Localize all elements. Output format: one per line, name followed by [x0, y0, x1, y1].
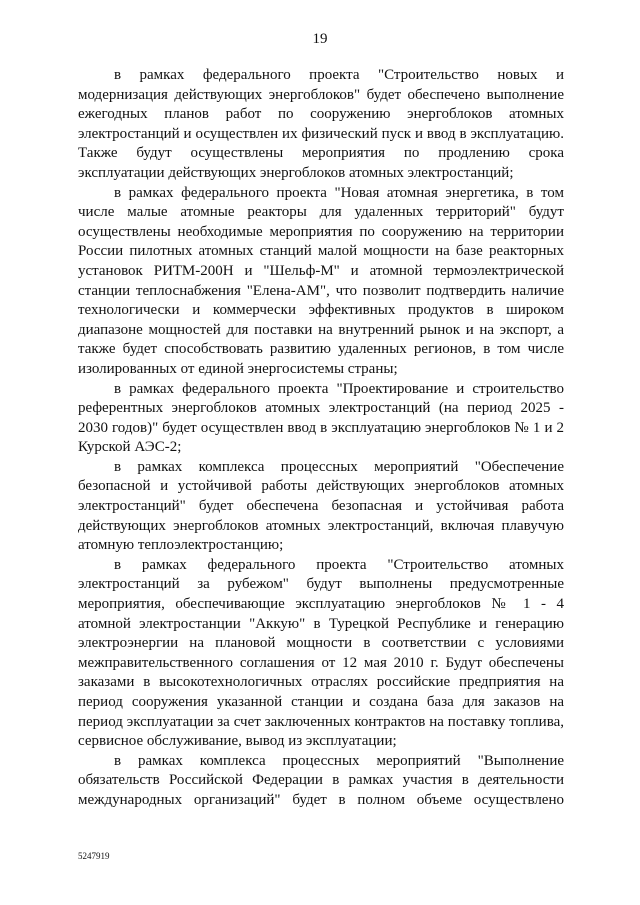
paragraph: в рамках комплекса процессных мероприятий "Выполнение обязательств Российской Федерации в рамках участия в деятельности международных организаций" будет в полном объеме осуществлено [78, 752, 564, 808]
paragraph: в рамках федерального проекта "Новая атомная энергетика, в том числе малые атомные реакторы для удаленных территорий" будут осуществлены необходимые мероприятия по сооружению на территории России пилотных атомных станций малой мощности на базе реакторных установок РИТМ-200Н и "Шельф-М" и атомной термоэлектрической станции теплоснабжения "Елена-АМ", что позволит подтвердить наличие технологически и коммерчески эффективных продуктов в широком диапазоне мощностей для поставки на внутренний рынок и на экспорт, а также будет способствовать развитию удаленных регионов, в том числе изолированных от единой энергосистемы страны; [78, 184, 564, 377]
document-code: 5247919 [78, 851, 110, 861]
paragraph: в рамках федерального проекта "Проектирование и строительство референтных энергоблоков атомных электростанций (на период 2025 - 2030 годов)" будет осуществлен ввод в эксплуатацию энергоблоков № 1 и 2 Курской АЭС-2; [78, 380, 564, 456]
paragraph: в рамках комплекса процессных мероприятий "Обеспечение безопасной и устойчивой работы действующих энергоблоков атомных электростанций" будет обеспечена безопасная и устойчивая работа действующих энергоблоков атомных электростанций, включая плавучую атомную теплоэлектростанцию; [78, 458, 564, 554]
paragraph: в рамках федерального проекта "Строительство новых и модернизация действующих энергоблоков" будет обеспечено выполнение ежегодных планов работ по сооружению энергоблоков атомных электростанций и осуществлен их физический пуск и ввод в эксплуатацию. Также будут осуществлены мероприятия по продлению срока эксплуатации действующих энергоблоков атомных электростанций; [78, 67, 564, 181]
document-body [78, 66, 564, 811]
page-number: 19 [312, 31, 328, 47]
paragraph: в рамках федерального проекта "Строительство атомных электростанций за рубежом" будут выполнены предусмотренные мероприятия, обеспечивающие эксплуатацию энергоблоков № 1 - 4 атомной электростанции "Аккую" в Турецкой Республике и генерацию электроэнергии на плановой мощности в соответствии с условиями межправительственного соглашения от 12 мая 2010 г. Будут обеспечены заказами в высокотехнологичных отраслях российские предприятия на период сооружения указанной станции и создана база для заказов на период эксплуатации за счет заключенных контрактов на поставку топлива, сервисное обслуживание, вывод из эксплуатации; [78, 556, 564, 750]
